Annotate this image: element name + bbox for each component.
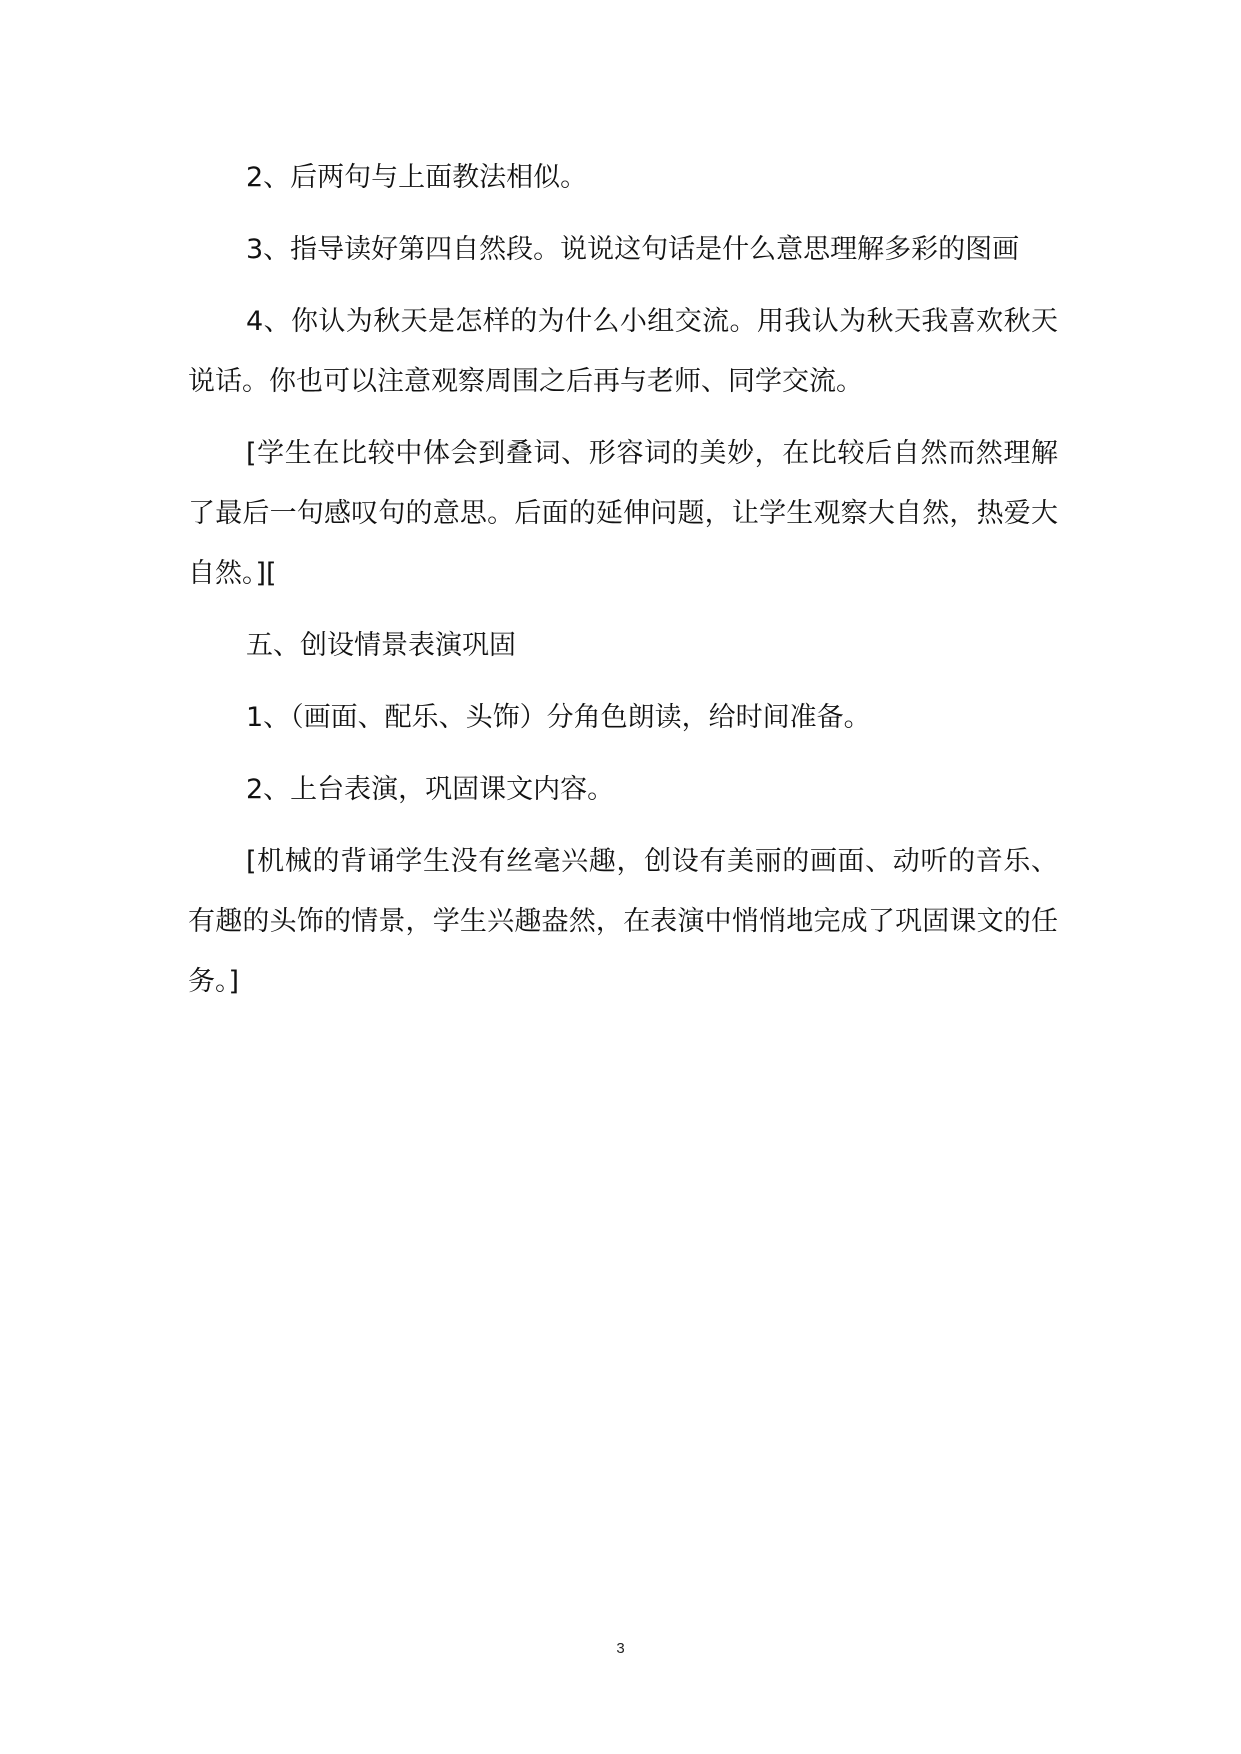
paragraph-stage-performance: 2、上台表演，巩固课文内容。: [246, 774, 615, 805]
paragraph-method-similar: 2、后两句与上面教法相似。: [246, 162, 588, 193]
paragraph-role-reading: 1、（画面、配乐、头饰）分角色朗读，给时间准备。: [246, 702, 871, 733]
document-body: [188, 148, 1058, 1012]
section-heading-five: 五、创设情景表演巩固: [246, 630, 516, 661]
paragraph-fourth-section: 3、指导读好第四自然段。说说这句话是什么意思理解多彩的图画: [246, 234, 1020, 265]
page-number: 3: [616, 1640, 625, 1657]
paragraph-autumn-discussion: 4、你认为秋天是怎样的为什么小组交流。用我认为秋天我喜欢秋天说话。你也可以注意观察周围之后再与老师、同学交流。: [188, 306, 1058, 397]
paragraph-commentary-2: [机械的背诵学生没有丝毫兴趣，创设有美丽的画面、动听的音乐、有趣的头饰的情景，学生兴趣盎然，在表演中悄悄地完成了巩固课文的任务。]: [188, 846, 1058, 997]
paragraph-commentary-1: [学生在比较中体会到叠词、形容词的美妙，在比较后自然而然理解了最后一句感叹句的意思。后面的延伸问题，让学生观察大自然，热爱大自然。][: [188, 438, 1058, 589]
